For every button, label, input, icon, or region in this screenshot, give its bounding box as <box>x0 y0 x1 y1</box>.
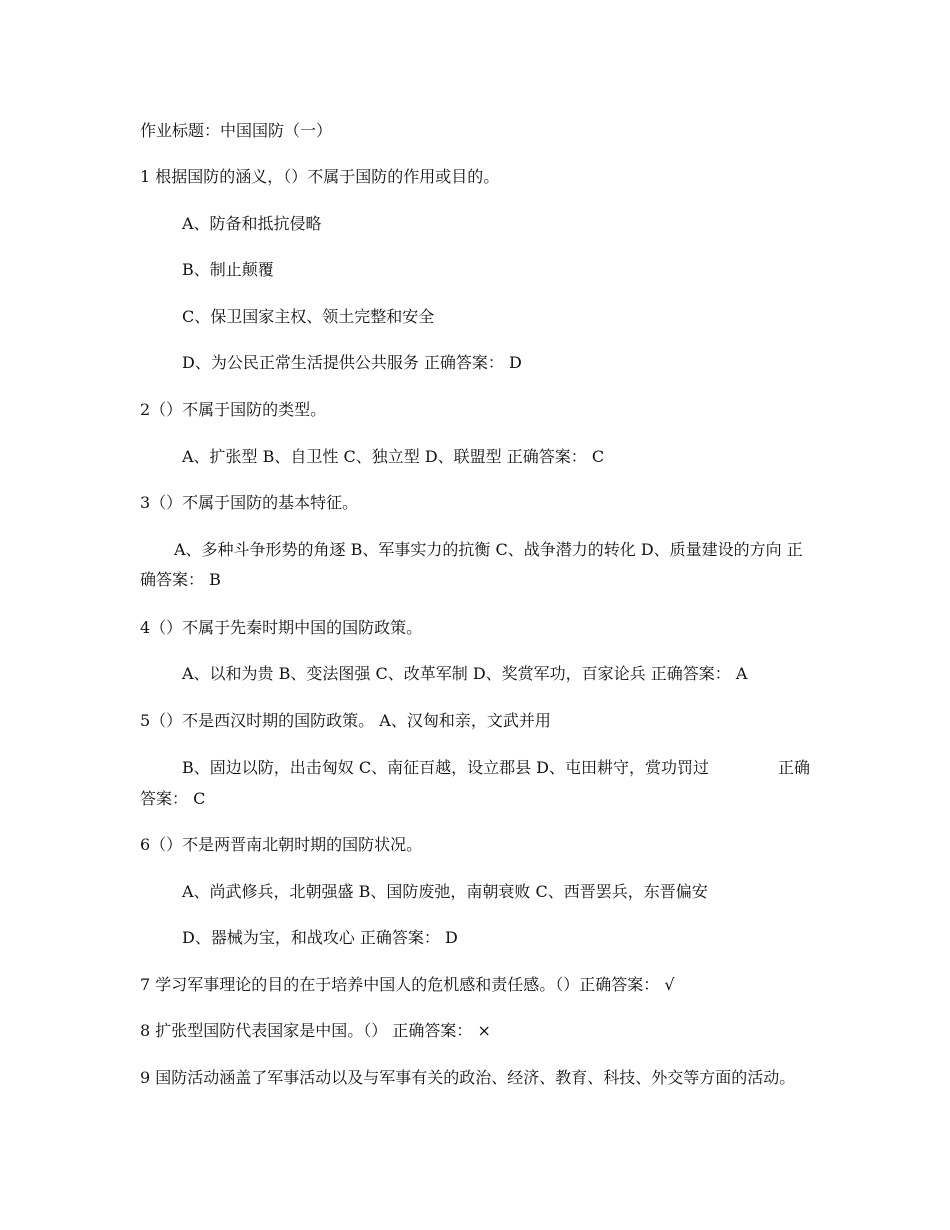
question-3-options-answer: A、多种斗争形势的角逐 B、军事实力的抗衡 C、战争潜力的转化 D、质量建设的方向 正确答案： B <box>140 540 803 589</box>
assignment-title: 作业标题：中国国防（一） <box>140 121 333 140</box>
question-4-stem: 4（）不属于先秦时期中国的国防政策。 <box>140 618 423 637</box>
question-1-option-d-answer: D、为公民正常生活提供公共服务 正确答案： D <box>182 353 522 372</box>
question-1-option-b: B、制止颠覆 <box>182 260 274 279</box>
question-5-answer: 答案： C <box>140 789 206 808</box>
question-7-stem-answer: 7 学习军事理论的目的在于培养中国人的危机感和责任感。（）正确答案： √ <box>140 975 675 994</box>
question-1-option-c: C、保卫国家主权、领土完整和安全 <box>182 307 435 326</box>
question-9-stem: 9 国防活动涵盖了军事活动以及与军事有关的政治、经济、教育、科技、外交等方面的活动。 <box>140 1068 796 1087</box>
question-8-stem-answer: 8 扩张型国防代表国家是中国。（） 正确答案： × <box>140 1021 491 1040</box>
question-1-option-a: A、防备和抵抗侵略 <box>182 214 322 233</box>
question-5-answer-label-start: 正确 <box>778 758 811 777</box>
question-1-stem: 1 根据国防的涵义，（）不属于国防的作用或目的。 <box>140 167 500 186</box>
question-3-stem: 3（）不属于国防的基本特征。 <box>140 493 359 512</box>
question-6-options-abc: A、尚武修兵，北朝强盛 B、国防废弛，南朝衰败 C、西晋罢兵，东晋偏安 <box>182 882 708 901</box>
question-5-options: B、固边以防，出击匈奴 C、南征百越，设立郡县 D、屯田耕守，赏功罚过 <box>182 758 710 777</box>
question-4-options-answer: A、以和为贵 B、变法图强 C、改革军制 D、奖赏军功，百家论兵 正确答案： A <box>182 664 748 683</box>
question-2-options-answer: A、扩张型 B、自卫性 C、独立型 D、联盟型 正确答案： C <box>182 447 605 466</box>
question-6-stem: 6（）不是两晋南北朝时期的国防状况。 <box>140 835 423 854</box>
question-6-option-d-answer: D、器械为宝，和战攻心 正确答案： D <box>182 928 458 947</box>
question-5-stem: 5（）不是西汉时期的国防政策。 A、汉匈和亲，文武并用 <box>140 711 551 730</box>
question-2-stem: 2（）不属于国防的类型。 <box>140 400 327 419</box>
